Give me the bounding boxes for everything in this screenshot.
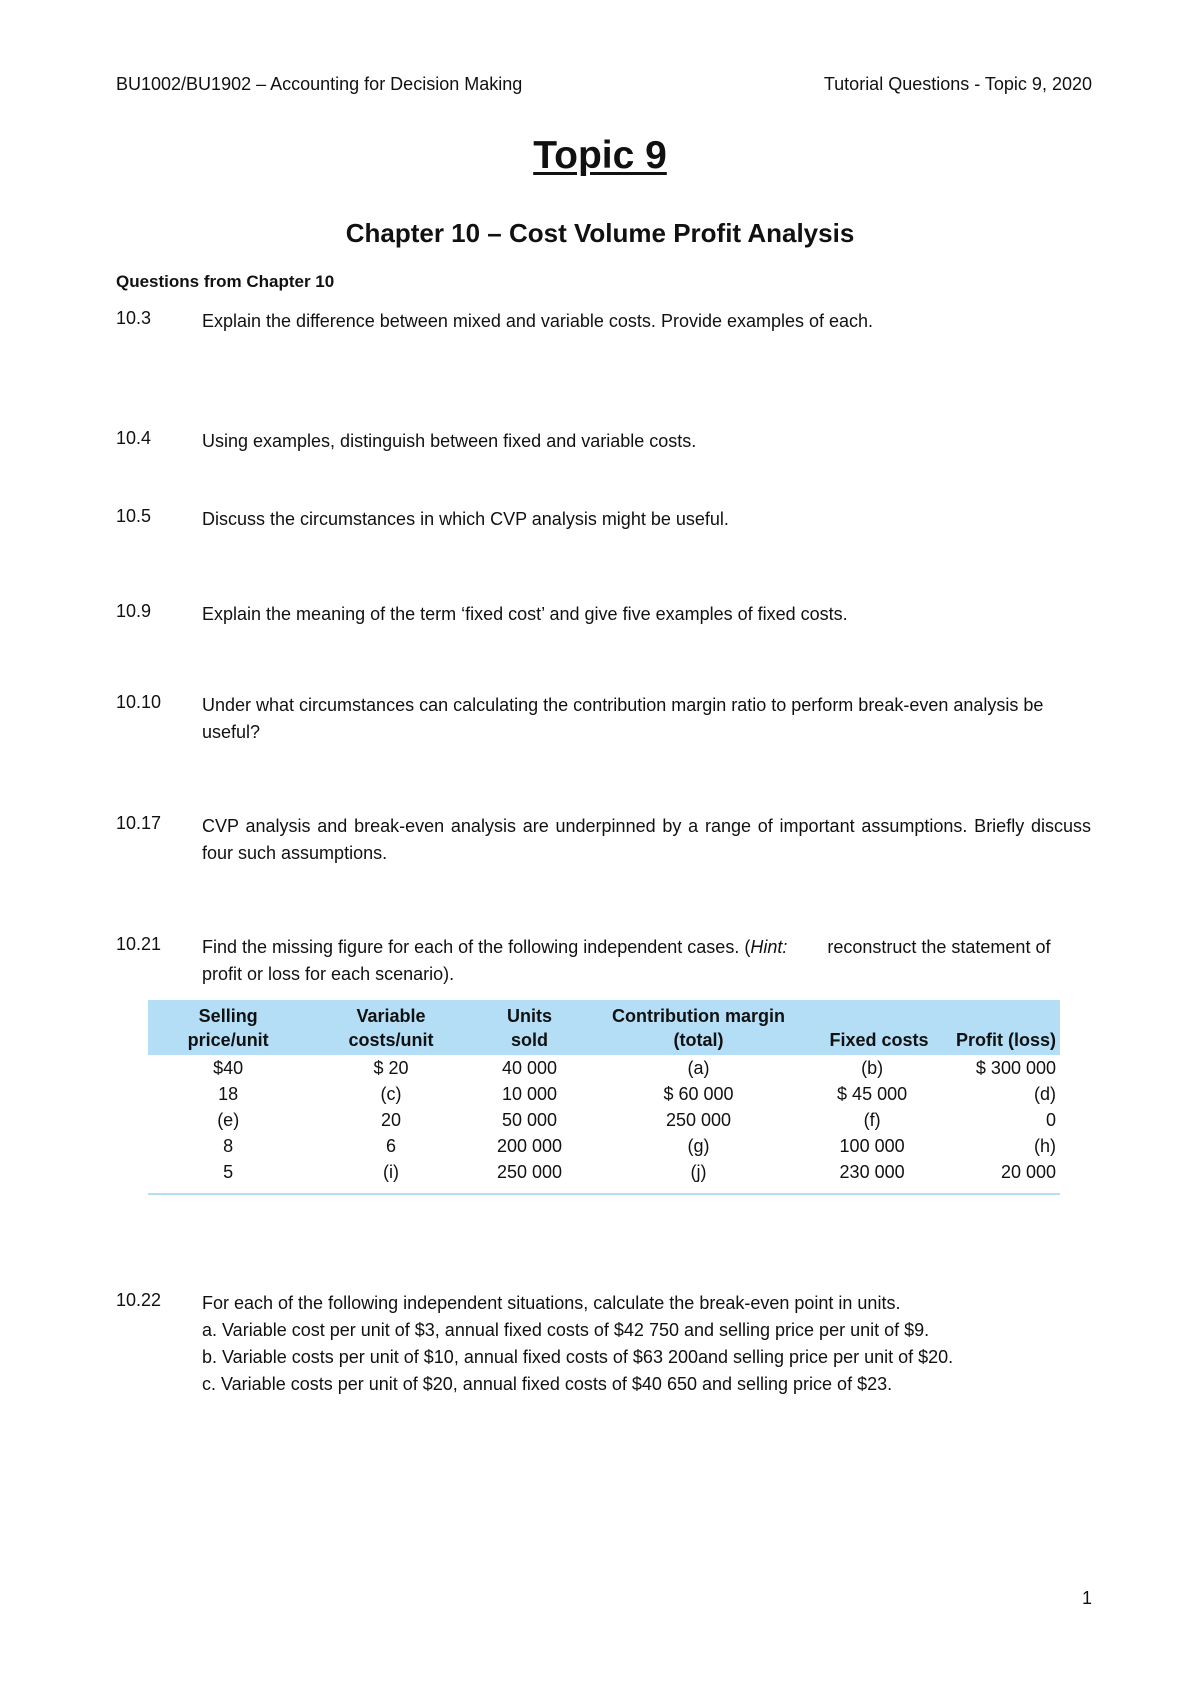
question-10-10 <box>116 692 1091 746</box>
table-cell: 6 <box>386 1135 397 1156</box>
table-cell: (g) <box>687 1135 710 1156</box>
question-10-21 <box>116 934 1091 988</box>
question-text: Under what circumstances can calculating the contribution margin ratio to perform break-even analysis be useful? <box>202 695 1044 742</box>
table-cell: 20 <box>381 1109 402 1130</box>
page-title <box>0 134 1200 178</box>
question-number: 10.17 <box>116 813 162 833</box>
question-item-b: b. Variable costs per unit of $10, annual fixed costs of $63 200and selling price per unit of $20. <box>202 1347 954 1367</box>
question-10-17 <box>116 813 1091 867</box>
table-header-row <box>148 1000 1060 1055</box>
col-fixed-costs: Fixed costs <box>829 1030 929 1050</box>
table-cell: (a) <box>687 1057 710 1078</box>
table-cell: 50 000 <box>501 1109 558 1130</box>
hint-label: Hint: <box>750 937 788 957</box>
question-text <box>202 934 1082 988</box>
table-row <box>148 1107 1060 1133</box>
question-number: 10.3 <box>116 308 152 328</box>
table-row <box>148 1159 1060 1194</box>
table-cell: 10 000 <box>501 1083 558 1104</box>
table-cell: 0 <box>1045 1109 1056 1130</box>
question-10-3 <box>116 308 1091 335</box>
section-heading: Questions from Chapter 10 <box>116 272 335 291</box>
page-title-text: Topic 9 <box>533 134 667 177</box>
table-row <box>148 1081 1060 1107</box>
table-cell: (c) <box>380 1083 402 1104</box>
question-text: Explain the meaning of the term ‘fixed cost’ and give five examples of fixed costs. <box>202 604 848 624</box>
table-cell: 8 <box>223 1135 234 1156</box>
question-number: 10.4 <box>116 428 152 448</box>
table-cell: (b) <box>861 1057 884 1078</box>
question-10-9 <box>116 601 1091 628</box>
table-cell: (f) <box>863 1109 881 1130</box>
question-item-a: a. Variable cost per unit of $3, annual fixed costs of $42 750 and selling price per unit of $9. <box>202 1320 930 1340</box>
question-number: 10.10 <box>116 692 162 712</box>
question-text: Using examples, distinguish between fixed and variable costs. <box>202 431 697 451</box>
question-intro: For each of the following independent situations, calculate the break-even point in units. <box>202 1293 901 1313</box>
table-cell: $ 20 <box>373 1057 409 1078</box>
table-cell: (i) <box>308 1159 473 1194</box>
table-cell: $ 45 000 <box>837 1083 908 1104</box>
question-10-4 <box>116 428 1091 455</box>
table-row <box>148 1133 1060 1159</box>
question-item-c: c. Variable costs per unit of $20, annual fixed costs of $40 650 and selling price of $23. <box>202 1374 893 1394</box>
table-cell: 20 000 <box>933 1159 1060 1194</box>
question-number: 10.22 <box>116 1290 162 1310</box>
question-text: Discuss the circumstances in which CVP analysis might be useful. <box>202 509 729 529</box>
table-cell: (j) <box>585 1159 811 1194</box>
table-cell: 40 000 <box>501 1057 558 1078</box>
question-10-22 <box>116 1290 1091 1398</box>
page-number: 1 <box>1081 1588 1092 1608</box>
col-profit: Profit (loss) <box>955 1030 1056 1050</box>
table-row <box>148 1055 1060 1081</box>
question-number: 10.9 <box>116 601 152 621</box>
table-cell: (e) <box>217 1109 240 1130</box>
header-doc-title: Tutorial Questions - Topic 9, 2020 <box>823 74 1092 94</box>
question-number: 10.21 <box>116 934 162 954</box>
table-cell: 100 000 <box>839 1135 905 1156</box>
table-cell: 18 <box>218 1083 239 1104</box>
table-cell: $40 <box>213 1057 244 1078</box>
question-text-part: reconstruct the statement of profit or loss for each scenario). <box>202 937 1051 984</box>
chapter-title: Chapter 10 – Cost Volume Profit Analysis <box>345 218 855 248</box>
col-units-sold: Units sold <box>507 1006 553 1050</box>
question-text-part: Find the missing figure for each of the following independent cases. ( <box>202 937 751 957</box>
table-cell: 230 000 <box>812 1159 933 1194</box>
table-cell: $ 300 000 <box>975 1057 1056 1078</box>
table-cell: $ 60 000 <box>663 1083 734 1104</box>
header-course-title: BU1002/BU1902 – Accounting for Decision Making <box>116 74 523 94</box>
question-number: 10.5 <box>116 506 152 526</box>
question-10-5 <box>116 506 1091 533</box>
question-text: Explain the difference between mixed and variable costs. Provide examples of each. <box>202 311 874 331</box>
table-cell: 250 000 <box>665 1109 732 1130</box>
question-text <box>202 1290 1091 1398</box>
table-cell: 5 <box>148 1159 308 1194</box>
cvp-table <box>148 1000 1060 1195</box>
col-selling-price: Selling price/unit <box>187 1006 269 1050</box>
table-cell: (d) <box>1034 1083 1056 1104</box>
table-cell: 200 000 <box>496 1135 563 1156</box>
col-contribution-margin: Contribution margin (total) <box>612 1006 785 1050</box>
table-cell: (h) <box>1034 1135 1056 1156</box>
question-text: CVP analysis and break-even analysis are underpinned by a range of important assumptions. Briefly discuss four such assumptions. <box>202 816 1091 863</box>
col-variable-costs: Variable costs/unit <box>348 1006 434 1050</box>
table-cell: 250 000 <box>474 1159 586 1194</box>
